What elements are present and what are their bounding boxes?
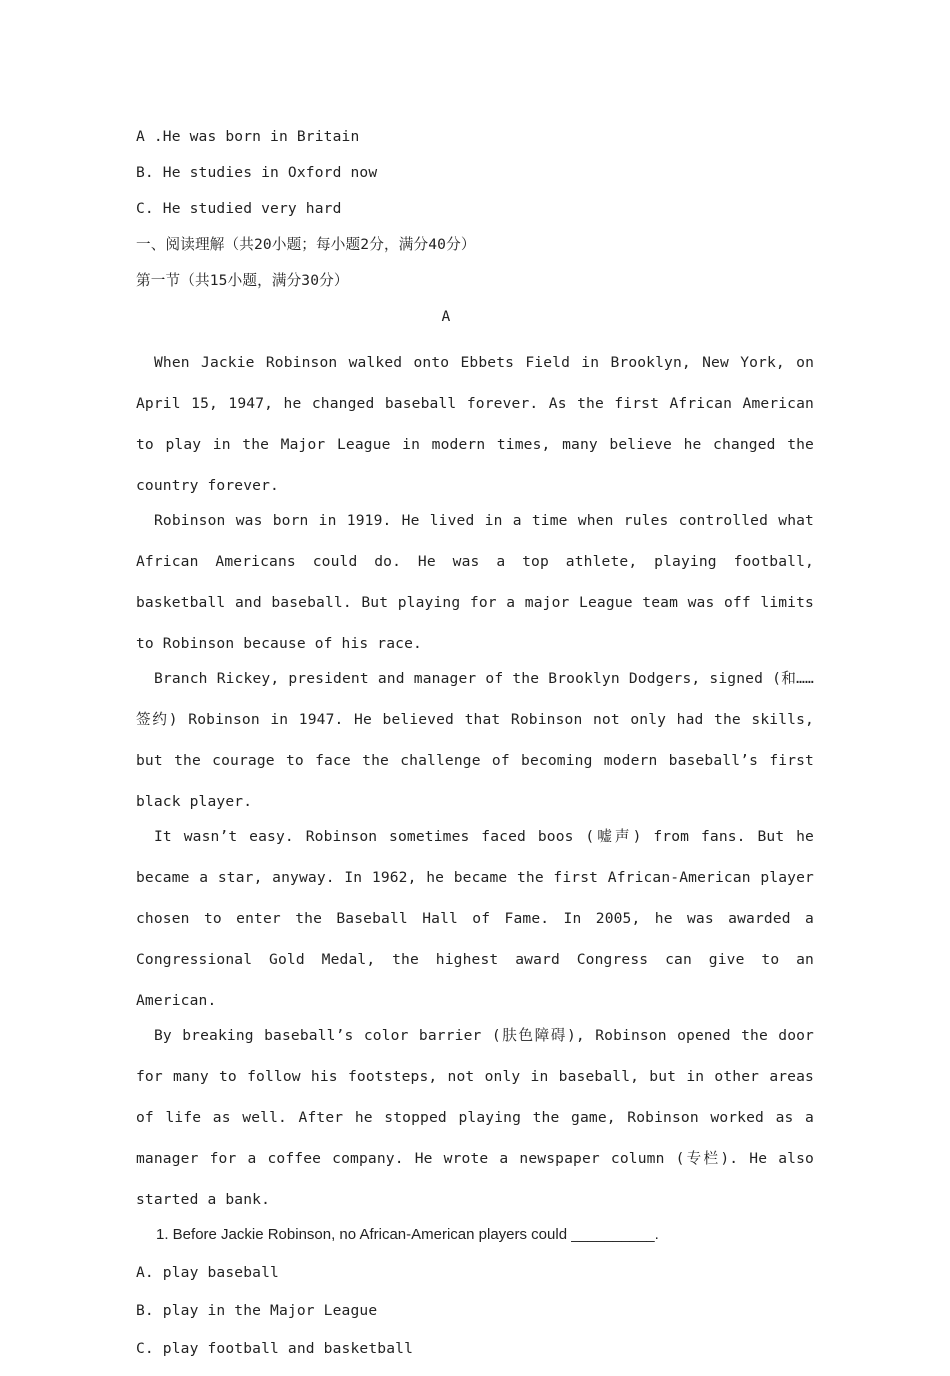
passage-paragraph: When Jackie Robinson walked onto Ebbets Field in Brooklyn, New York, on April 15, 1947, he changed baseball forever. As the first African American to play in the Major League in modern times, many believe he changed the country forever. <box>136 354 814 494</box>
option-c: C. He studied very hard <box>136 200 342 217</box>
section-heading: 一、阅读理解（共20小题；每小题2分，满分40分） <box>136 236 476 253</box>
question-stem: 1. Before Jackie Robinson, no African-American players could __________. <box>156 1226 659 1243</box>
option-a: A .He was born in Britain <box>136 128 360 145</box>
passage-paragraph: Robinson was born in 1919. He lived in a time when rules controlled what African Americans could do. He was a top athlete, playing football, basketball and baseball. But playing for a major League team was off limits to Robinson because of his race. <box>136 512 814 652</box>
subsection-heading: 第一节（共15小题，满分30分） <box>136 272 349 289</box>
question-option-a: A. play baseball <box>136 1264 279 1281</box>
question-option-c: C. play football and basketball <box>136 1340 414 1357</box>
passage-paragraph: Branch Rickey, president and manager of the Brooklyn Dodgers, signed (和……签约) Robinson in 1947. He believed that Robinson not only had the skills, but the courage to face the challenge of becoming modern baseball’s first black player. <box>136 670 814 810</box>
question-option-b: B. play in the Major League <box>136 1302 378 1319</box>
option-b: B. He studies in Oxford now <box>136 164 378 181</box>
document-page <box>136 126 814 1376</box>
passage-paragraph: By breaking baseball’s color barrier (肤色障碍), Robinson opened the door for many to follow his footsteps, not only in baseball, but in other areas of life as well. After he stopped playing the game, Robinson worked as a manager for a coffee company. He wrote a newspaper column (专栏). He also started a bank. <box>136 1027 814 1208</box>
passage-paragraph: It wasn’t easy. Robinson sometimes faced boos (嘘声) from fans. But he became a star, anyway. In 1962, he became the first African-American player chosen to enter the Baseball Hall of Fame. In 2005, he was awarded a Congressional Gold Medal, the highest award Congress can give to an American. <box>136 828 814 1009</box>
passage-label: A <box>441 308 451 325</box>
